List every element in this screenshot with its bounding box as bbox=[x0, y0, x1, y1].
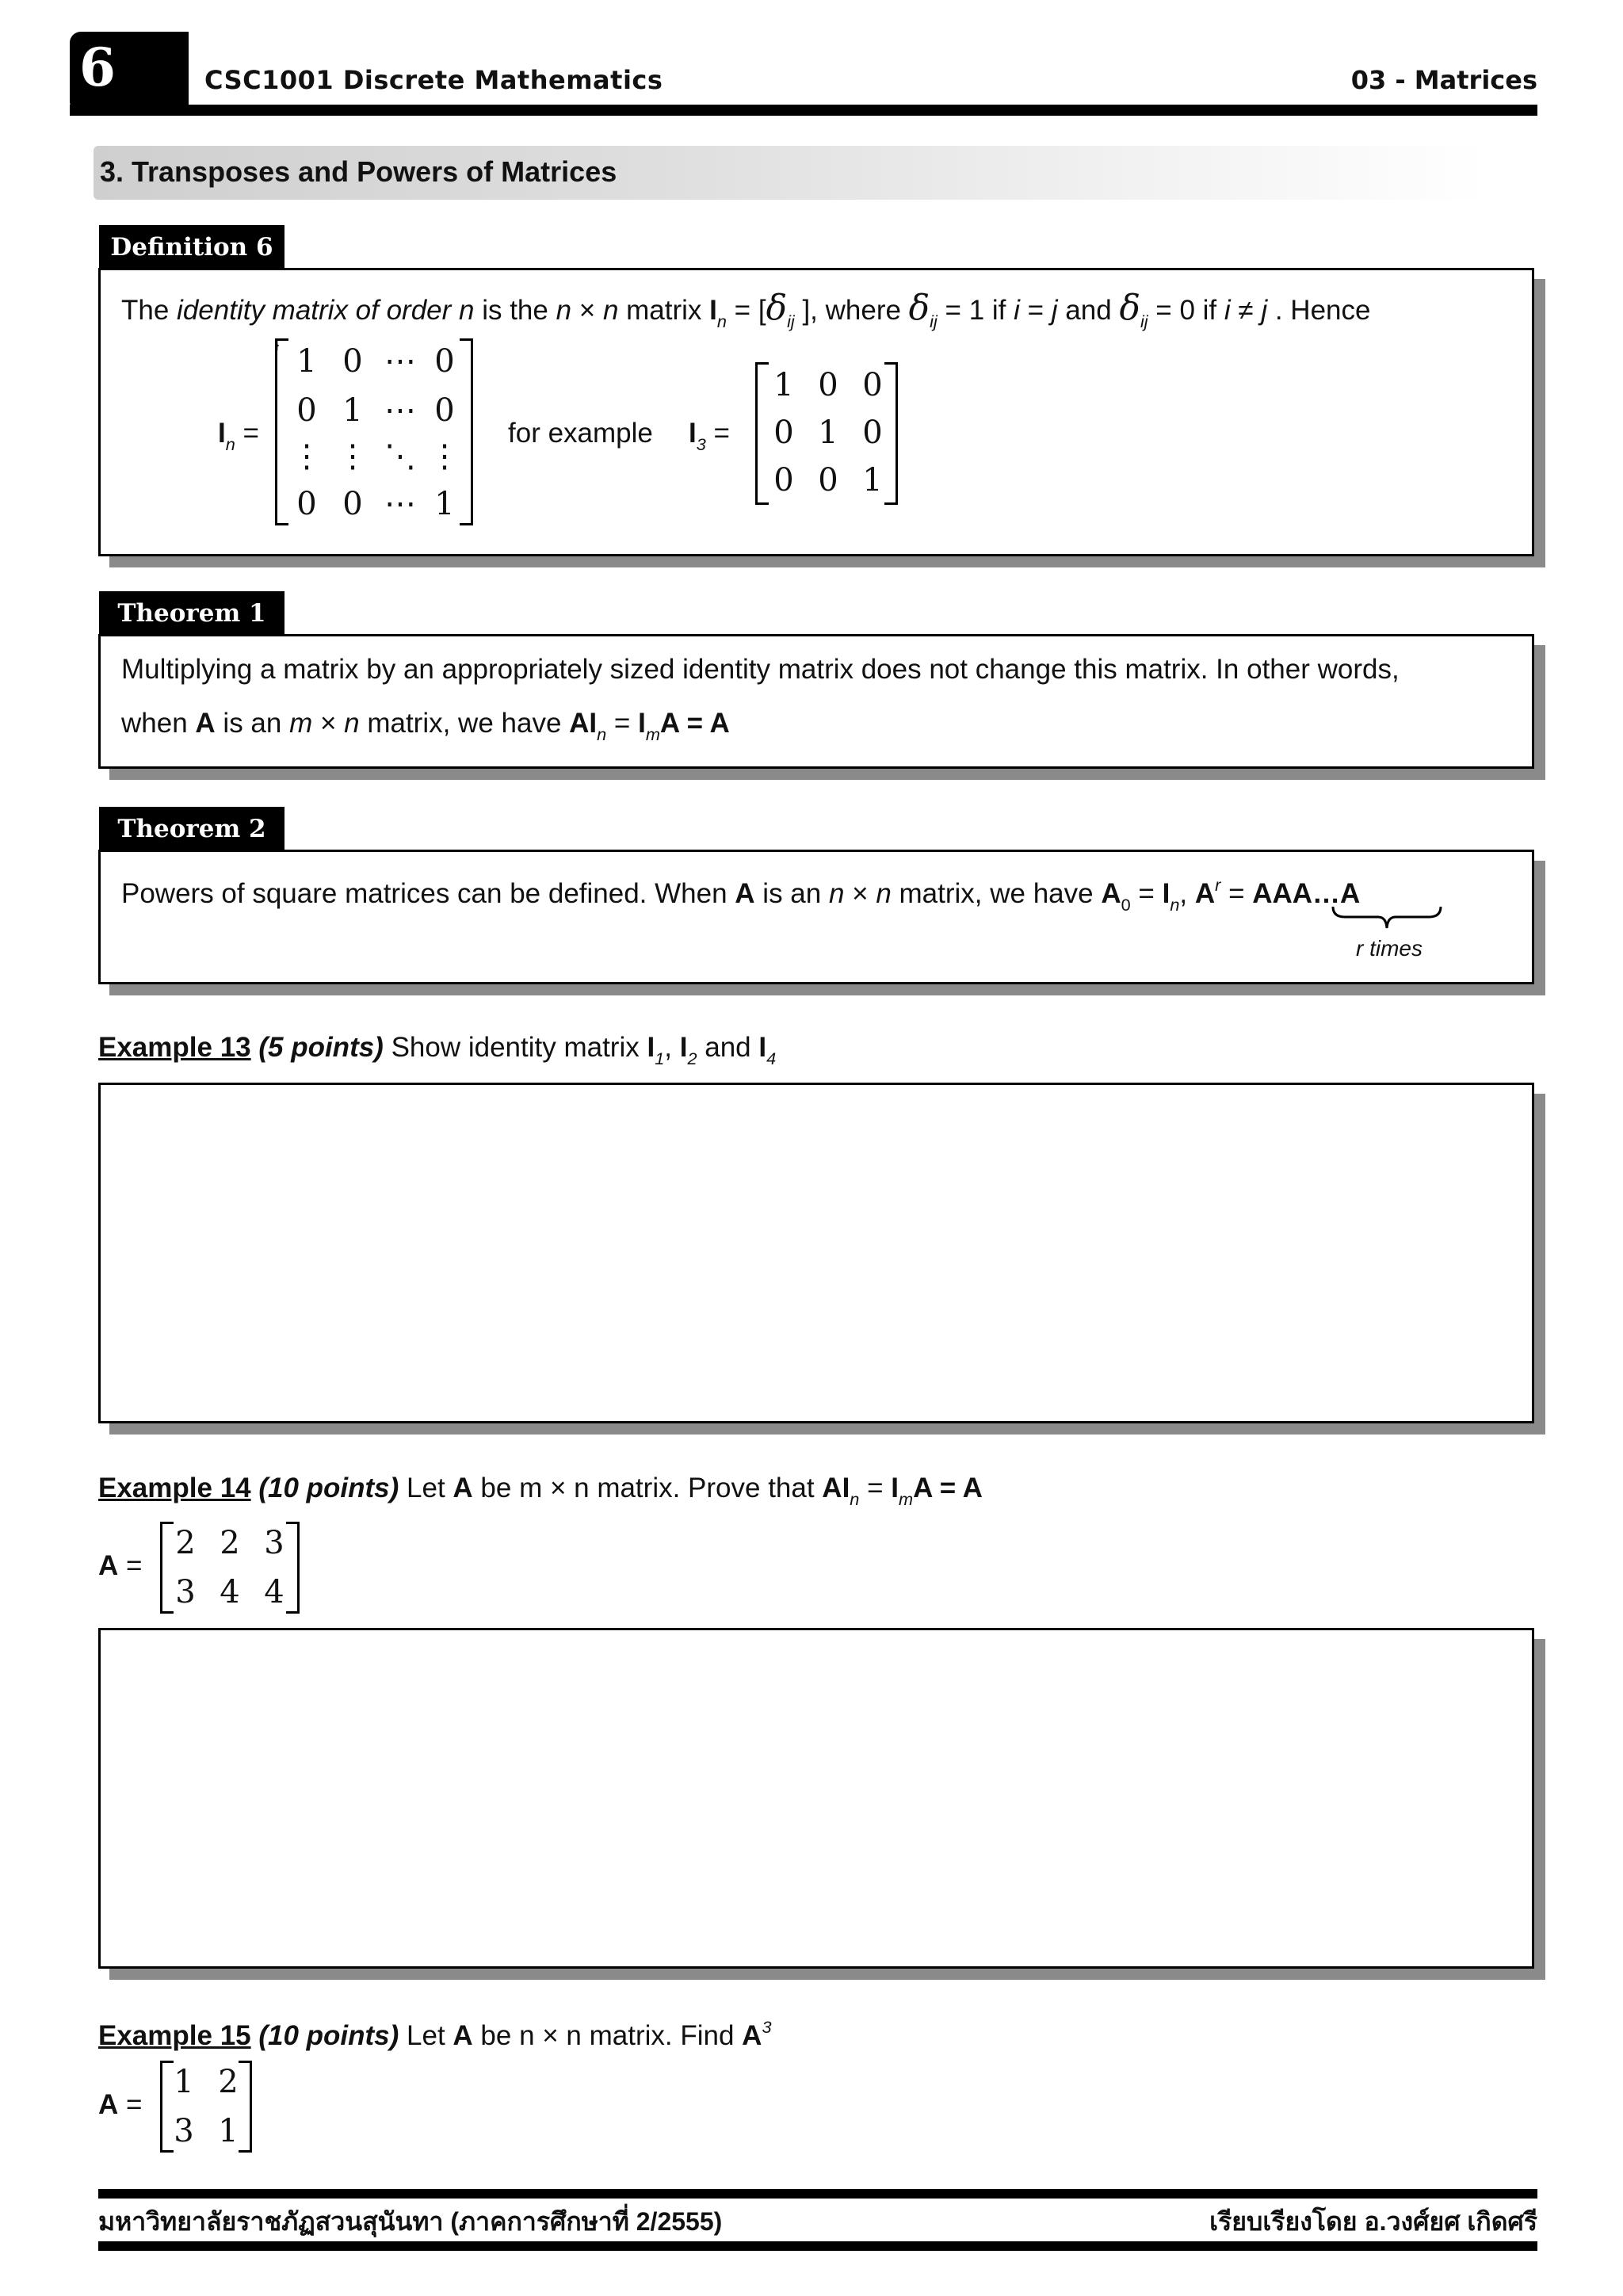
definition-tag: Definition 6 bbox=[99, 225, 285, 269]
theorem2-text: Powers of square matrices can be defined. When A is an n × n matrix, we have $A_0 = I_n$, $A^r$ = AAA…A bbox=[121, 875, 1361, 915]
theorem2-box bbox=[98, 850, 1534, 984]
I3-label: $I_3$ = bbox=[689, 418, 730, 454]
definition-text: The identity matrix of order n is the n × n matrix $I_n = [\delta_{ij}$ ], where $\delta_{ij} = 1$ if i = j and $\delta_{ij} = 0$ if i ≠ j . Hence bbox=[121, 288, 1371, 331]
example13-answer-box[interactable] bbox=[98, 1083, 1534, 1423]
theorem1-tag: Theorem 1 bbox=[99, 591, 285, 636]
example15-heading: Example 15 (10 points) Let A be n × n matrix. Find $A^3$ bbox=[98, 2017, 772, 2052]
section-title: 3. Transposes and Powers of Matrices bbox=[100, 155, 617, 188]
example14-matrix: 2 2 3 3 4 4 bbox=[160, 1522, 300, 1614]
theorem2-tag: Theorem 2 bbox=[99, 807, 285, 851]
example14-A-label: A = bbox=[98, 1550, 143, 1581]
example13-heading: Example 13 (5 points) Show identity matrix $I_1$, $I_2$ and $I_4$ bbox=[98, 1032, 777, 1068]
footer-rule-bottom bbox=[98, 2241, 1537, 2251]
footer-university: มหาวิทยาลัยราชภัฏสวนสุนันทา (ภาคการศึกษาที่ 2/2555) bbox=[98, 2207, 723, 2236]
example15-A-label: A = bbox=[98, 2089, 143, 2120]
identity-n-matrix: 1 0 ⋯ 0 0 1 ⋯ 0 ⋮ ⋮ ⋱ ⋮ 0 0 ⋯ 1 } bbox=[275, 338, 473, 525]
header-rule bbox=[70, 105, 1537, 116]
example14-answer-box[interactable] bbox=[98, 1628, 1534, 1969]
definition-box bbox=[98, 268, 1534, 556]
course-title: CSC1001 Discrete Mathematics bbox=[204, 65, 663, 95]
In-label: $I_n$ = bbox=[218, 418, 259, 454]
theorem1-box bbox=[98, 634, 1534, 769]
chapter-title: 03 - Matrices bbox=[1350, 65, 1537, 95]
section-heading bbox=[94, 146, 1488, 200]
identity-3-matrix: 1 0 0 0 1 0 0 0 1 bbox=[755, 362, 898, 505]
footer-rule-top bbox=[98, 2189, 1537, 2199]
example14-heading: Example 14 (10 points) Let A be m × n matrix. Prove that $AI_n = I_mA = A$ bbox=[98, 1473, 983, 1509]
example15-matrix: 1 2 3 1 bbox=[160, 2061, 252, 2153]
page-number: 6 bbox=[79, 36, 116, 98]
theorem1-line1: Multiplying a matrix by an appropriately sized identity matrix does not change this matrix. In other words, bbox=[121, 654, 1400, 685]
brace-label: r times bbox=[1356, 936, 1423, 961]
underbrace bbox=[1331, 904, 1443, 933]
footer-author: เรียบเรียงโดย อ.วงศ์ยศ เกิดศรี bbox=[1209, 2207, 1537, 2236]
for-example-label: for example bbox=[508, 418, 653, 449]
theorem1-line2: when A is an m × n matrix, we have $AI_n = I_mA = A$ bbox=[121, 708, 730, 744]
